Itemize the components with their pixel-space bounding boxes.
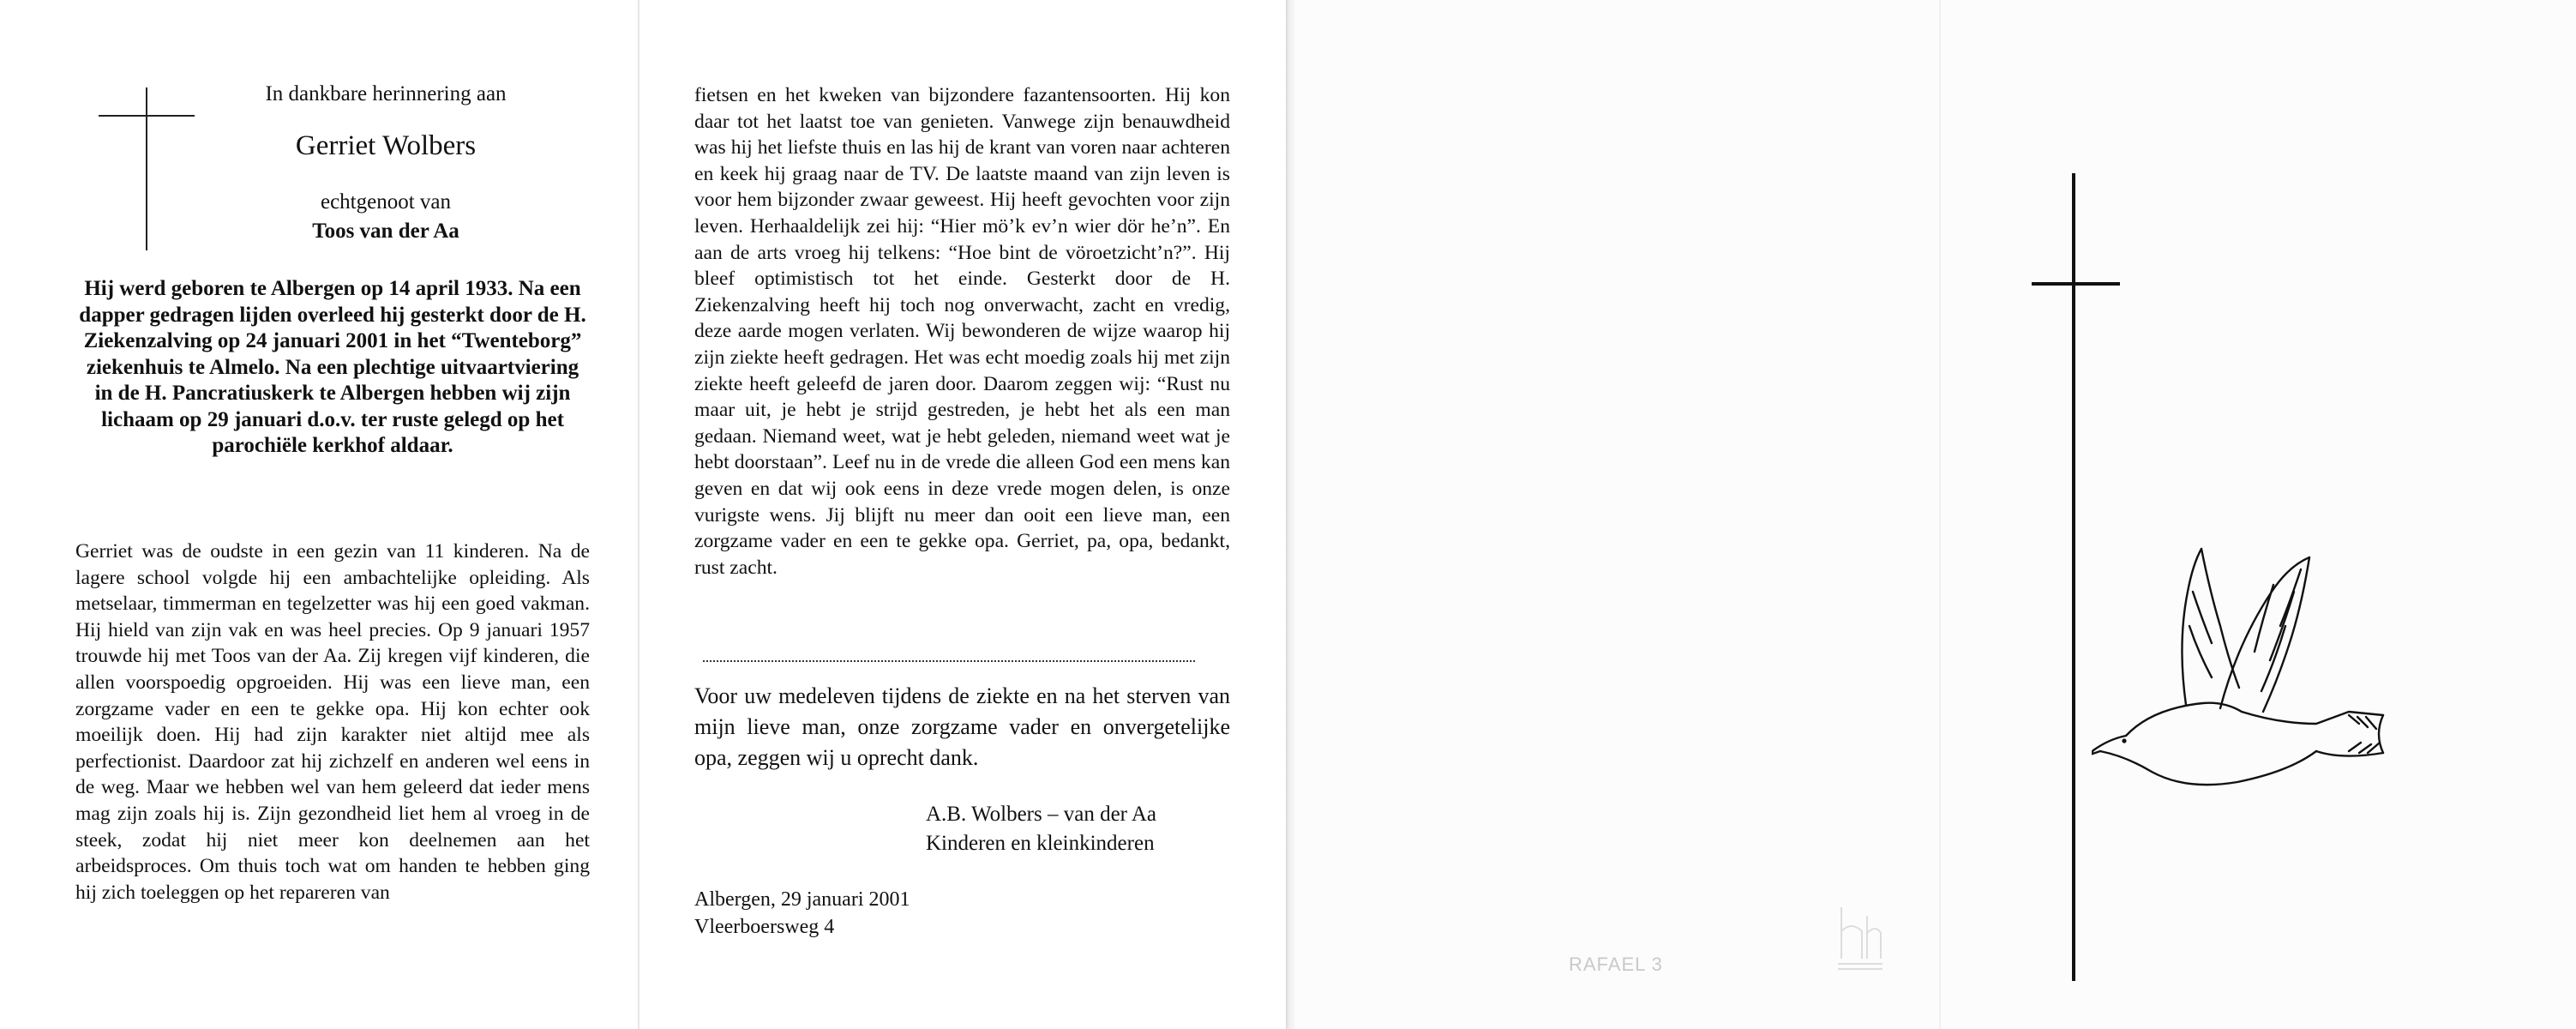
biography-part-1: Gerriet was de oudste in een gezin van 11 kinderen. Na de lagere school volgde hij een ambachtelijke opleiding. Als metselaar, timmerman en tegelzetter was hij een goed vakman. Hij hield van zijn vak en was heel precies. Op 9 januari 1957 trouwde hij met Toos van der Aa. Zij kregen vijf kinderen, die allen voorspoedig opgroeiden. Hij was een lieve man, een zorgzame vader en een te gekke opa. Hij kon echter ook moeilijk doen. Hij had zijn karakter niet altijd mee als perfectionist. Daardoor zat hij zichzelf en anderen wel eens in de weg. Maar we hebben wel van hem geleerd dat ieder mens mag zijn zoals hij is. Zijn gezondheid liet hem al vroeg in de steek, zodat hij niet meer kon deelnemen aan het arbeidsproces. Om thuis toch wat om handen te hebben ging hij zich toeleggen op het repareren van [75, 540, 590, 904]
page-gap [1286, 0, 1294, 1029]
dove-icon [2092, 540, 2392, 797]
spouse-label: echtgenoot van [320, 190, 452, 214]
print-mark: RAFAEL 3 [1569, 954, 1663, 975]
deceased-name: Gerriet Wolbers [295, 130, 477, 161]
signature-line-2: Kinderen en kleinkinderen [926, 832, 1155, 855]
signature-line-1: A.B. Wolbers – van der Aa [926, 803, 1157, 826]
spouse-name: Toos van der Aa [312, 220, 459, 243]
outer-fold [1939, 0, 1941, 1029]
biography-part-2: fietsen en het kweken van bijzondere fazantensoorten. Hij kon daar tot het laatst toe van genieten. Vanwege zijn benauwdheid was hij het liefste thuis en las hij de krant van voren naar achteren en keek hij graag naar de TV. De laatste maand van zijn leven is voor hem bijzonder zwaar geweest. Hij heeft gevochten voor zijn leven. Herhaaldelijk zei hij: “Hier mö’k ev’n wier dör he’n”. En aan de arts vroeg hij telkens: “Hoe bint de vöroetzicht’n?”. Hij bleef optimistisch tot het einde. Gesterkt door de H. Ziekenzalving heeft hij toch nog onverwacht, zacht en vredig, deze aarde mogen verlaten. Wij bewonderen de wijze waarop hij zijn ziekte heeft gedragen. Het was echt moedig zoals hij met zijn ziekte heeft geleefd de jaren door. Daarom zeggen wij: “Rust nu maar uit, je hebt je strijd gestreden, je hebt het als een man gedaan. Niemand weet, wat je hebt geleden, niemand weet wat je hebt doorstaan”. Leef nu in de vrede die alleen God een mens kan geven en dat wij ook eens in deze vrede mogen delen, is onze vurigste wens. Jij blijft nu meer dan ooit een lieve man, een zorgzame vader en een te gekke opa. Gerriet, pa, opa, bedankt, rust zacht. [694, 84, 1230, 579]
publisher-logo-icon [1834, 899, 1886, 972]
inner-fold [638, 0, 639, 1029]
outer-panel [1294, 0, 2576, 1029]
intro-line: In dankbare herinnering aan [265, 82, 507, 105]
dotted-divider [703, 659, 1195, 662]
thanks-paragraph: Voor uw medeleven tijdens de ziekte en na het sterven van mijn lieve man, onze zorgzame vader en onvergetelijke opa, zeggen wij u oprecht dank. [694, 683, 1230, 770]
announcement-paragraph: Hij werd geboren te Albergen op 14 april 1933. Na een dapper gedragen lijden overleed hij gesterkt door de H. Ziekenzalving op 24 januari 2001 in het “Twenteborg” ziekenhuis te Almelo. Na een plechtige uitvaartviering in de H. Pancratiuskerk te Albergen hebben wij zijn lichaam op 29 januari d.o.v. ter ruste gelegd op het parochiële kerkhof aldaar. [79, 277, 586, 457]
place-date: Albergen, 29 januari 2001 [694, 888, 910, 911]
address: Vleerboersweg 4 [694, 916, 835, 938]
